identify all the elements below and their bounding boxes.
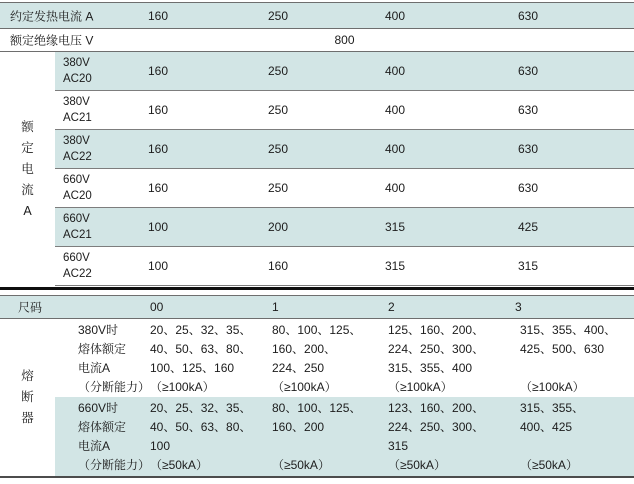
row-category-label: 380V AC22 [63, 135, 92, 163]
current-value: 160 [148, 64, 169, 78]
thermal-current-value: 400 [385, 8, 406, 23]
fuse-block-sublabel: 380V时 熔体额定 电流A （分断能力） [78, 323, 151, 394]
current-value: 315 [385, 259, 406, 273]
group-label-char: 电 [21, 161, 34, 176]
current-value: 315 [518, 259, 539, 273]
rated-current-table [0, 2, 634, 286]
current-value: 630 [518, 142, 539, 156]
size-value: 2 [388, 300, 395, 314]
current-value: 160 [148, 103, 169, 117]
rated-current-rows [55, 52, 634, 286]
section-divider [0, 287, 634, 290]
row-category-label: 380V AC21 [63, 96, 92, 124]
group-label-char: A [23, 203, 32, 218]
current-value: 250 [268, 103, 289, 117]
group-label-char: 断 [21, 390, 34, 404]
table-row [55, 169, 634, 208]
group-label-char: 定 [21, 140, 34, 155]
thermal-current-value: 630 [518, 8, 539, 23]
table-row [55, 91, 634, 130]
row-category-label: 660V AC21 [63, 213, 92, 241]
current-value: 250 [268, 181, 289, 195]
insulation-voltage-label: 额定绝缘电压 V [10, 33, 94, 48]
group-label-char: 流 [21, 182, 34, 197]
size-label: 尺码 [18, 300, 43, 315]
current-value: 160 [148, 142, 169, 156]
current-value: 400 [385, 103, 406, 117]
thermal-current-label: 约定发热电流 A [10, 9, 94, 23]
row-category-label: 660V AC22 [63, 252, 92, 280]
thermal-current-value: 250 [268, 8, 289, 23]
current-value: 160 [268, 259, 289, 273]
current-value: 425 [518, 220, 539, 234]
thermal-current-value: 160 [148, 8, 169, 23]
size-row [0, 296, 634, 319]
current-value: 250 [268, 142, 289, 156]
size-value: 1 [272, 300, 279, 314]
current-value: 400 [385, 181, 406, 195]
current-value: 100 [148, 259, 169, 273]
fuse-table [0, 295, 634, 478]
fuse-cell-size2: 123、160、200、 224、250、300、 315 （≥50kA） [388, 401, 485, 472]
insulation-voltage-value: 800 [334, 33, 355, 47]
fuse-block-660v [55, 397, 634, 476]
fuse-cell-size3: 315、355、400、 425、500、630 （≥100kA） [520, 323, 617, 394]
row-category-label: 380V AC20 [63, 57, 92, 85]
current-value: 100 [148, 220, 169, 234]
row-category-label: 660V AC20 [63, 174, 92, 202]
fuse-block-380v [55, 319, 634, 397]
insulation-voltage-row [0, 29, 634, 52]
current-value: 160 [148, 181, 169, 195]
fuse-cell-size3: 315、355、 400、425 （≥50kA） [520, 401, 585, 472]
size-value: 00 [150, 300, 164, 314]
fuse-cell-size00: 20、25、32、35、 40、50、63、80、 100 （≥50kA） [150, 401, 252, 472]
fuse-group-label [0, 319, 55, 476]
fuse-table-body [0, 319, 634, 476]
fuse-block-sublabel: 660V时 熔体额定 电流A （分断能力） [78, 401, 151, 472]
current-value: 630 [518, 64, 539, 78]
rated-current-group-label [0, 52, 55, 286]
rated-current-body [0, 52, 634, 286]
group-label-char: 额 [21, 119, 34, 134]
table-row [55, 208, 634, 247]
fuse-cell-size1: 80、100、125、 160、200、 224、250 （≥100kA） [272, 323, 362, 394]
current-value: 400 [385, 142, 406, 156]
current-value: 630 [518, 103, 539, 117]
current-value: 400 [385, 64, 406, 78]
table-row [55, 130, 634, 169]
current-value: 315 [385, 220, 406, 234]
fuse-cell-size2: 125、160、200、 224、250、300、 315、355、400 （≥100kA） [388, 323, 485, 394]
fuse-cell-size00: 20、25、32、35、 40、50、63、80、 100、125、160 （≥100kA） [150, 323, 252, 394]
group-label-char: 器 [21, 411, 34, 425]
current-value: 250 [268, 64, 289, 78]
group-label-char: 熔 [21, 369, 34, 383]
thermal-current-row [0, 3, 634, 29]
table-row [55, 247, 634, 286]
current-value: 200 [268, 220, 289, 234]
current-value: 630 [518, 181, 539, 195]
fuse-blocks [55, 319, 634, 476]
table-row [55, 52, 634, 91]
size-value: 3 [515, 300, 522, 314]
fuse-cell-size1: 80、100、125、 160、200 （≥50kA） [272, 401, 362, 472]
